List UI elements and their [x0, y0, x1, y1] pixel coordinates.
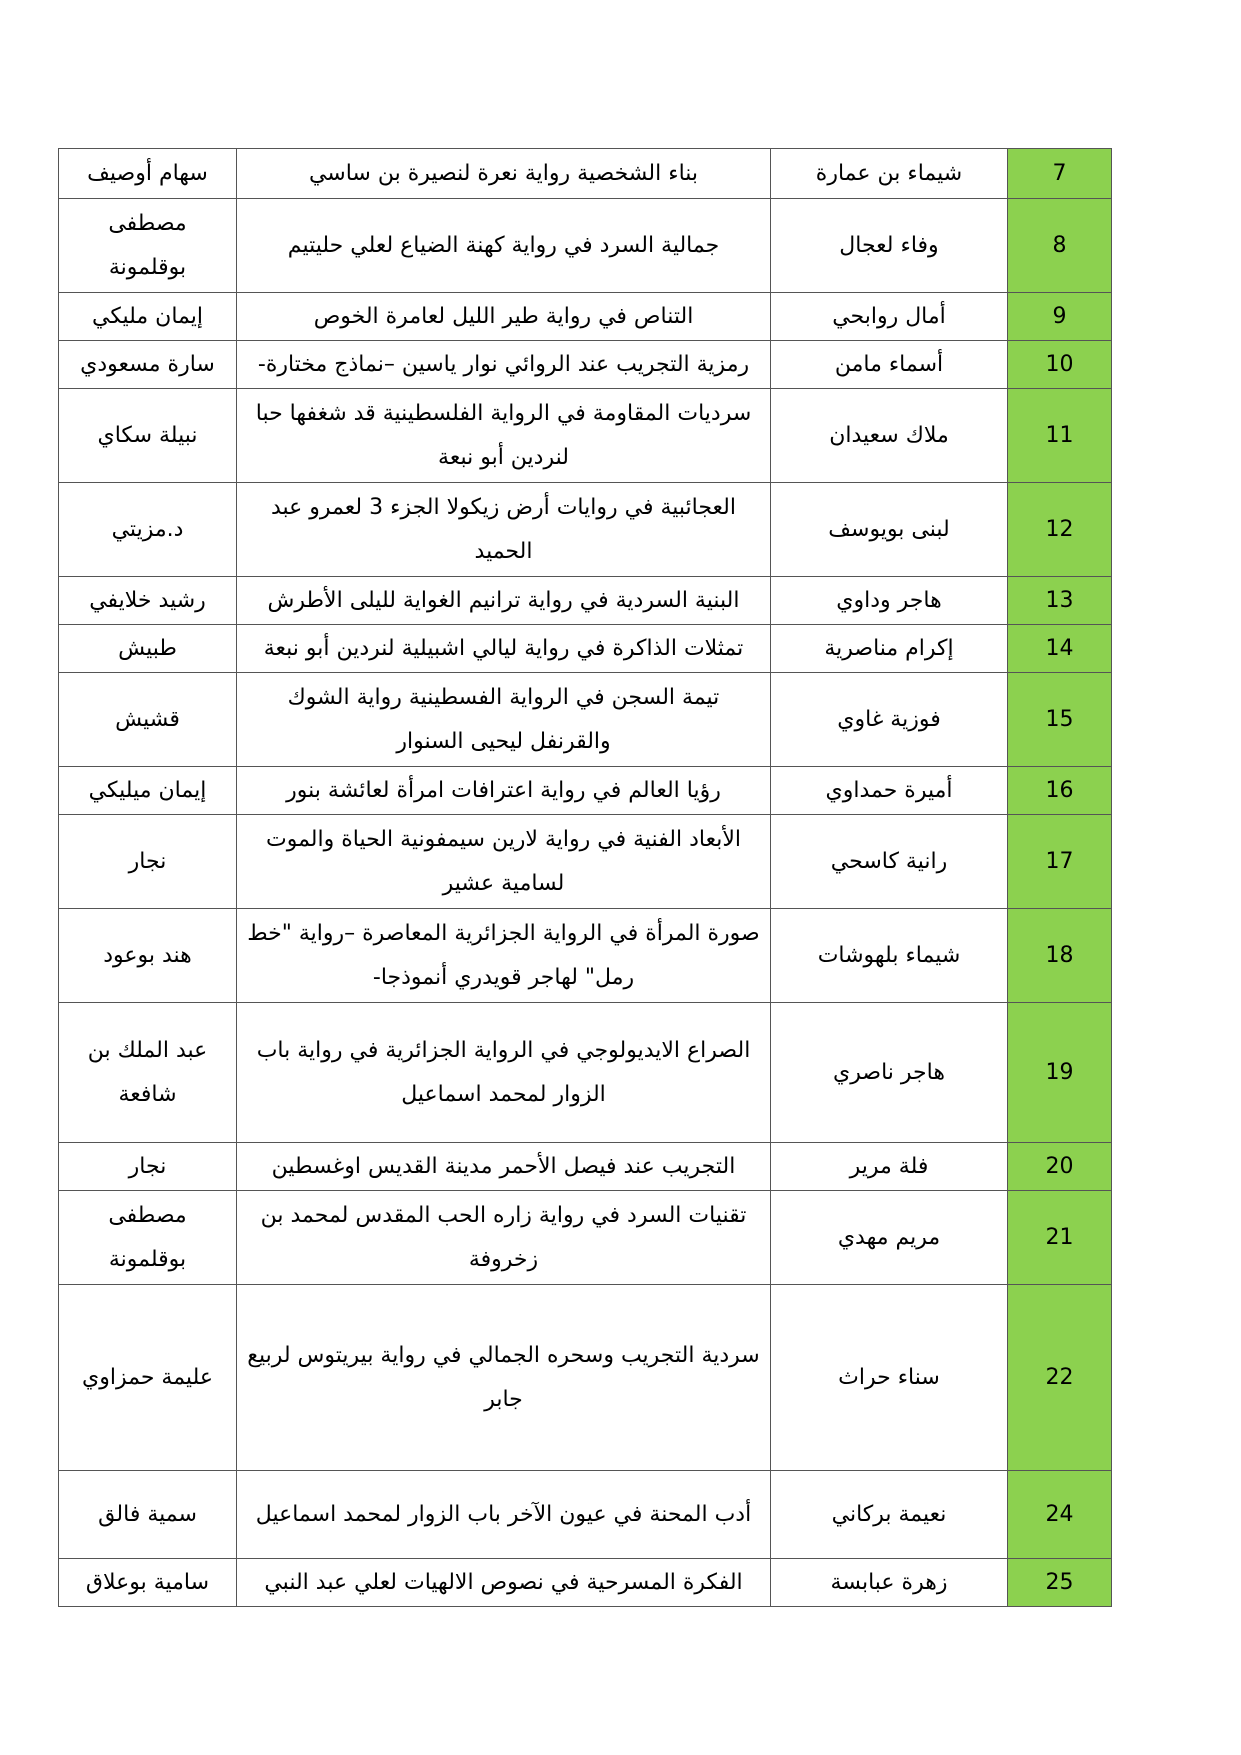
supervisor-cell: عليمة حمزاوي: [59, 1285, 237, 1471]
student-cell: هاجر وداوي: [771, 577, 1008, 625]
table-row: [59, 483, 1112, 577]
table-row: [59, 1559, 1112, 1607]
number-cell: 20: [1008, 1143, 1112, 1191]
title-cell: جمالية السرد في رواية كهنة الضياع لعلي حليتيم: [237, 199, 771, 293]
student-cell: أمال روابحي: [771, 293, 1008, 341]
number-cell: 25: [1008, 1559, 1112, 1607]
table-row: [59, 199, 1112, 293]
title-cell: تقنيات السرد في رواية زاره الحب المقدس لمحمد بن زخروفة: [237, 1191, 771, 1285]
supervisor-cell: طبيش: [59, 625, 237, 673]
table-row: [59, 1143, 1112, 1191]
number-cell: 24: [1008, 1471, 1112, 1559]
number-cell: 13: [1008, 577, 1112, 625]
title-cell: الصراع الايديولوجي في الرواية الجزائرية في رواية باب الزوار لمحمد اسماعيل: [237, 1003, 771, 1143]
title-cell: صورة المرأة في الرواية الجزائرية المعاصرة –رواية "خط رمل" لهاجر قويدري أنموذجا-: [237, 909, 771, 1003]
supervisor-cell: عبد الملك بن شافعة: [59, 1003, 237, 1143]
number-cell: 19: [1008, 1003, 1112, 1143]
title-cell: الفكرة المسرحية في نصوص الالهيات لعلي عبد النبي: [237, 1559, 771, 1607]
title-cell: رؤيا العالم في رواية اعترافات امرأة لعائشة بنور: [237, 767, 771, 815]
supervisor-cell: نبيلة سكاي: [59, 389, 237, 483]
title-cell: رمزية التجريب عند الروائي نوار ياسين –نماذج مختارة-: [237, 341, 771, 389]
student-cell: ملاك سعيدان: [771, 389, 1008, 483]
number-cell: 10: [1008, 341, 1112, 389]
table-row: [59, 341, 1112, 389]
table-row: [59, 673, 1112, 767]
supervisor-cell: مصطفى بوقلمونة: [59, 199, 237, 293]
table-row: [59, 1003, 1112, 1143]
number-cell: 21: [1008, 1191, 1112, 1285]
student-cell: وفاء لعجال: [771, 199, 1008, 293]
title-cell: الأبعاد الفنية في رواية لارين سيمفونية الحياة والموت لسامية عشير: [237, 815, 771, 909]
supervisor-cell: سامية بوعلاق: [59, 1559, 237, 1607]
number-cell: 15: [1008, 673, 1112, 767]
number-cell: 11: [1008, 389, 1112, 483]
student-cell: أسماء مامن: [771, 341, 1008, 389]
student-cell: لبنى بويوسف: [771, 483, 1008, 577]
table-row: [59, 909, 1112, 1003]
table-row: [59, 293, 1112, 341]
supervisor-cell: سارة مسعودي: [59, 341, 237, 389]
student-cell: شيماء بن عمارة: [771, 149, 1008, 199]
supervisor-cell: نجار: [59, 1143, 237, 1191]
supervisor-cell: سمية فالق: [59, 1471, 237, 1559]
student-cell: سناء حراث: [771, 1285, 1008, 1471]
title-cell: تمثلات الذاكرة في رواية ليالي اشبيلية لنردين أبو نبعة: [237, 625, 771, 673]
student-cell: شيماء بلهوشات: [771, 909, 1008, 1003]
table-row: [59, 815, 1112, 909]
title-cell: أدب المحنة في عيون الآخر باب الزوار لمحمد اسماعيل: [237, 1471, 771, 1559]
table-row: [59, 577, 1112, 625]
student-cell: فلة مرير: [771, 1143, 1008, 1191]
title-cell: سرديات المقاومة في الرواية الفلسطينية قد شغفها حبا لنردين أبو نبعة: [237, 389, 771, 483]
student-cell: نعيمة بركاني: [771, 1471, 1008, 1559]
number-cell: 7: [1008, 149, 1112, 199]
number-cell: 14: [1008, 625, 1112, 673]
number-cell: 22: [1008, 1285, 1112, 1471]
supervisor-cell: رشيد خلايفي: [59, 577, 237, 625]
thesis-table: [58, 148, 1112, 1607]
table-row: [59, 149, 1112, 199]
number-cell: 17: [1008, 815, 1112, 909]
title-cell: سردية التجريب وسحره الجمالي في رواية بيريتوس لربيع جابر: [237, 1285, 771, 1471]
title-cell: العجائبية في روايات أرض زيكولا الجزء 3 لعمرو عبد الحميد: [237, 483, 771, 577]
title-cell: البنية السردية في رواية ترانيم الغواية لليلى الأطرش: [237, 577, 771, 625]
student-cell: مريم مهدي: [771, 1191, 1008, 1285]
supervisor-cell: مصطفى بوقلمونة: [59, 1191, 237, 1285]
title-cell: التناص في رواية طير الليل لعامرة الخوص: [237, 293, 771, 341]
supervisor-cell: سهام أوصيف: [59, 149, 237, 199]
number-cell: 12: [1008, 483, 1112, 577]
supervisor-cell: هند بوعود: [59, 909, 237, 1003]
table-row: [59, 1191, 1112, 1285]
student-cell: زهرة عبابسة: [771, 1559, 1008, 1607]
title-cell: تيمة السجن في الرواية الفسطينية رواية الشوك والقرنفل ليحيى السنوار: [237, 673, 771, 767]
title-cell: التجريب عند فيصل الأحمر مدينة القديس اوغسطين: [237, 1143, 771, 1191]
table-row: [59, 1285, 1112, 1471]
supervisor-cell: قشيش: [59, 673, 237, 767]
number-cell: 9: [1008, 293, 1112, 341]
table-row: [59, 1471, 1112, 1559]
table-body: [59, 149, 1112, 1607]
student-cell: أميرة حمداوي: [771, 767, 1008, 815]
supervisor-cell: إيمان مليكي: [59, 293, 237, 341]
number-cell: 16: [1008, 767, 1112, 815]
student-cell: فوزية غاوي: [771, 673, 1008, 767]
supervisor-cell: إيمان ميليكي: [59, 767, 237, 815]
table-row: [59, 767, 1112, 815]
title-cell: بناء الشخصية رواية نعرة لنصيرة بن ساسي: [237, 149, 771, 199]
supervisor-cell: نجار: [59, 815, 237, 909]
student-cell: رانية كاسحي: [771, 815, 1008, 909]
number-cell: 18: [1008, 909, 1112, 1003]
supervisor-cell: د.مزيتي: [59, 483, 237, 577]
student-cell: هاجر ناصري: [771, 1003, 1008, 1143]
table-row: [59, 625, 1112, 673]
number-cell: 8: [1008, 199, 1112, 293]
table-row: [59, 389, 1112, 483]
student-cell: إكرام مناصرية: [771, 625, 1008, 673]
